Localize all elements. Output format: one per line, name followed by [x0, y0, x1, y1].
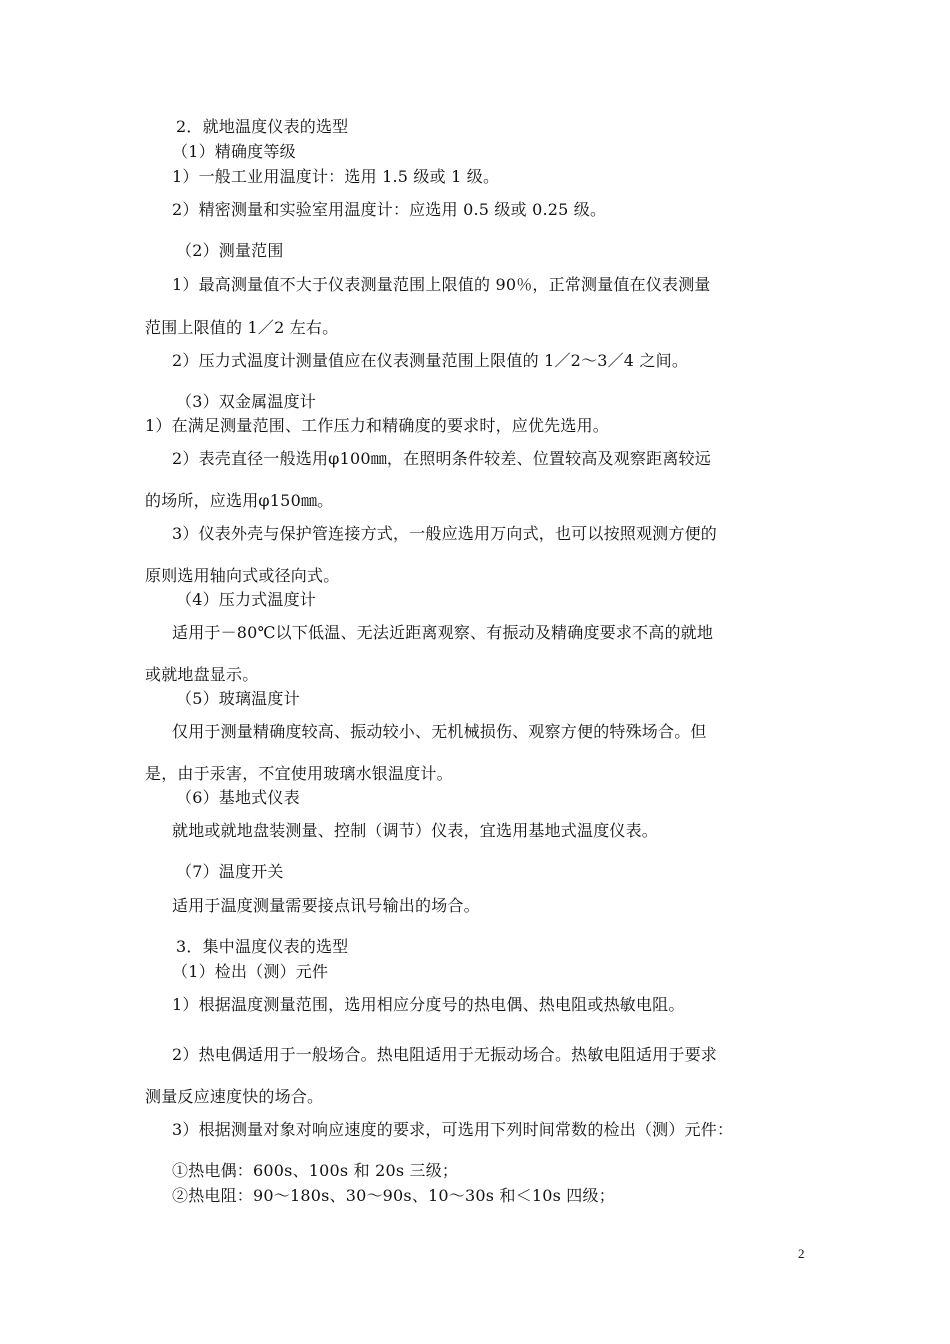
text-line: 3）仪表外壳与保护管连接方式，一般应选用万向式，也可以按照观测方便的: [172, 524, 717, 543]
subheading-detecting-element: （1）检出（测）元件: [172, 962, 329, 981]
subheading-accuracy-class: （1）精确度等级: [172, 142, 296, 161]
text-line: 2）压力式温度计测量值应在仪表测量范围上限值的 1／2～3／4 之间。: [172, 351, 689, 370]
subheading-temperature-switch: （7）温度开关: [176, 862, 284, 881]
text-line: 1）一般工业用温度计：选用 1.5 级或 1 级。: [172, 167, 500, 186]
text-line: 原则选用轴向式或径向式。: [145, 566, 340, 585]
text-line: 2）表壳直径一般选用φ100㎜，在照明条件较差、位置较高及观察距离较远: [172, 449, 711, 468]
subheading-bimetal-thermometer: （3）双金属温度计: [176, 392, 316, 411]
text-line: 适用于温度测量需要接点讯号输出的场合。: [172, 896, 480, 915]
text-line: 测量反应速度快的场合。: [145, 1087, 324, 1106]
text-line: 范围上限值的 1／2 左右。: [145, 318, 339, 337]
text-line: 1）最高测量值不大于仪表测量范围上限值的 90％，正常测量值在仪表测量: [172, 275, 711, 294]
list-item-thermocouple: ①热电偶：600s、100s 和 20s 三级；: [172, 1161, 459, 1180]
text-line: 或就地盘显示。: [145, 665, 259, 684]
text-line: 2）精密测量和实验室用温度计：应选用 0.5 级或 0.25 级。: [172, 200, 607, 219]
text-line: 2）热电偶适用于一般场合。热电阻适用于无振动场合。热敏电阻适用于要求: [172, 1045, 717, 1064]
text-line: 1）根据温度测量范围，选用相应分度号的热电偶、热电阻或热敏电阻。: [172, 995, 685, 1014]
subheading-pressure-thermometer: （4）压力式温度计: [176, 590, 316, 609]
subheading-measuring-range: （2）测量范围: [176, 241, 284, 260]
text-line: 的场所，应选用φ150㎜。: [145, 491, 334, 510]
subheading-glass-thermometer: （5）玻璃温度计: [176, 689, 300, 708]
section-heading-centralized-temperature: 3．集中温度仪表的选型: [176, 937, 349, 956]
list-item-thermal-resistor: ②热电阻：90～180s、30～90s、10～30s 和＜10s 四级；: [172, 1186, 615, 1205]
text-line: 1）在满足测量范围、工作压力和精确度的要求时，应优先选用。: [145, 416, 609, 435]
text-line: 仅用于测量精确度较高、振动较小、无机械损伤、观察方便的特殊场合。但: [172, 722, 707, 741]
text-line: 就地或就地盘装测量、控制（调节）仪表，宜选用基地式温度仪表。: [172, 821, 659, 840]
page-number: 2: [798, 1246, 805, 1261]
subheading-base-type-instrument: （6）基地式仪表: [176, 788, 300, 807]
section-heading-local-temperature: 2．就地温度仪表的选型: [176, 117, 349, 136]
text-line: 是，由于汞害，不宜使用玻璃水银温度计。: [145, 764, 453, 783]
text-line: 3）根据测量对象对响应速度的要求，可选用下列时间常数的检出（测）元件：: [172, 1120, 734, 1139]
text-line: 适用于－80℃以下低温、无法近距离观察、有振动及精确度要求不高的就地: [172, 623, 714, 642]
